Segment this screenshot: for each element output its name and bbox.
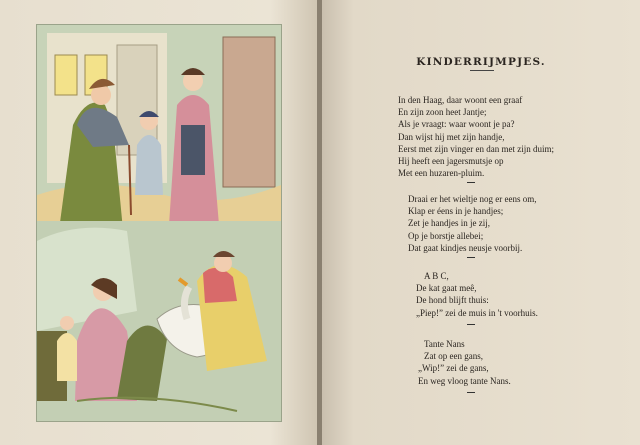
verse-line: Hij heeft een jagersmutsje op <box>398 156 504 167</box>
stanza-separator <box>467 324 475 325</box>
stanza-1 <box>398 94 554 179</box>
verse-line: Zet je handjes in je zij, <box>408 218 490 229</box>
verse-line: Met een huzaren-pluim. <box>398 168 485 179</box>
verse-line: Eerst met zijn vinger en dan met zijn duim; <box>398 143 554 154</box>
verse-line: Dat gaat kindjes neusje voorbij. <box>408 242 523 253</box>
stanza-4 <box>418 338 511 387</box>
stanza-separator <box>467 392 475 393</box>
stanza-separator <box>467 257 475 258</box>
title-underline <box>470 70 494 71</box>
verse-line: En weg vloog tante Nans. <box>418 375 511 386</box>
verse-line: Als je vraagt: waar woont je pa? <box>398 119 515 130</box>
illustration-street-scene <box>37 25 281 225</box>
verse-line: In den Haag, daar woont een graaf <box>398 95 523 105</box>
verse-line: Draai er het wieltje nog er eens om, <box>408 194 537 204</box>
left-page <box>0 0 318 445</box>
verse-line: „Piep!” zei de muis in 't voorhuis. <box>416 307 538 318</box>
poem-title: KINDERRIJMPJES. <box>416 56 546 68</box>
verse-line: Tante Nans <box>424 339 465 349</box>
verse-line: De kat gaat meê, <box>416 283 477 294</box>
verse-line: De hond blijft thuis: <box>416 295 489 306</box>
stanza-2 <box>408 193 536 254</box>
illustration-goose-scene <box>37 221 281 421</box>
stanza-separator <box>467 182 475 183</box>
verse-line: Op je borstje allebei; <box>408 230 484 241</box>
stanza-3 <box>416 270 538 319</box>
verse-line: En zijn zoon heet Jantje; <box>398 107 487 118</box>
verse-line: Klap er éens in je handjes; <box>408 206 504 217</box>
verse-line: A B C, <box>424 271 449 281</box>
verse-line: „Wip!” zei de gans, <box>418 363 489 374</box>
right-page <box>322 0 640 445</box>
color-illustration-plate <box>36 24 282 422</box>
verse-line: Dan wijst hij met zijn handje, <box>398 131 505 142</box>
verse-line: Zat op een gans, <box>424 351 483 362</box>
